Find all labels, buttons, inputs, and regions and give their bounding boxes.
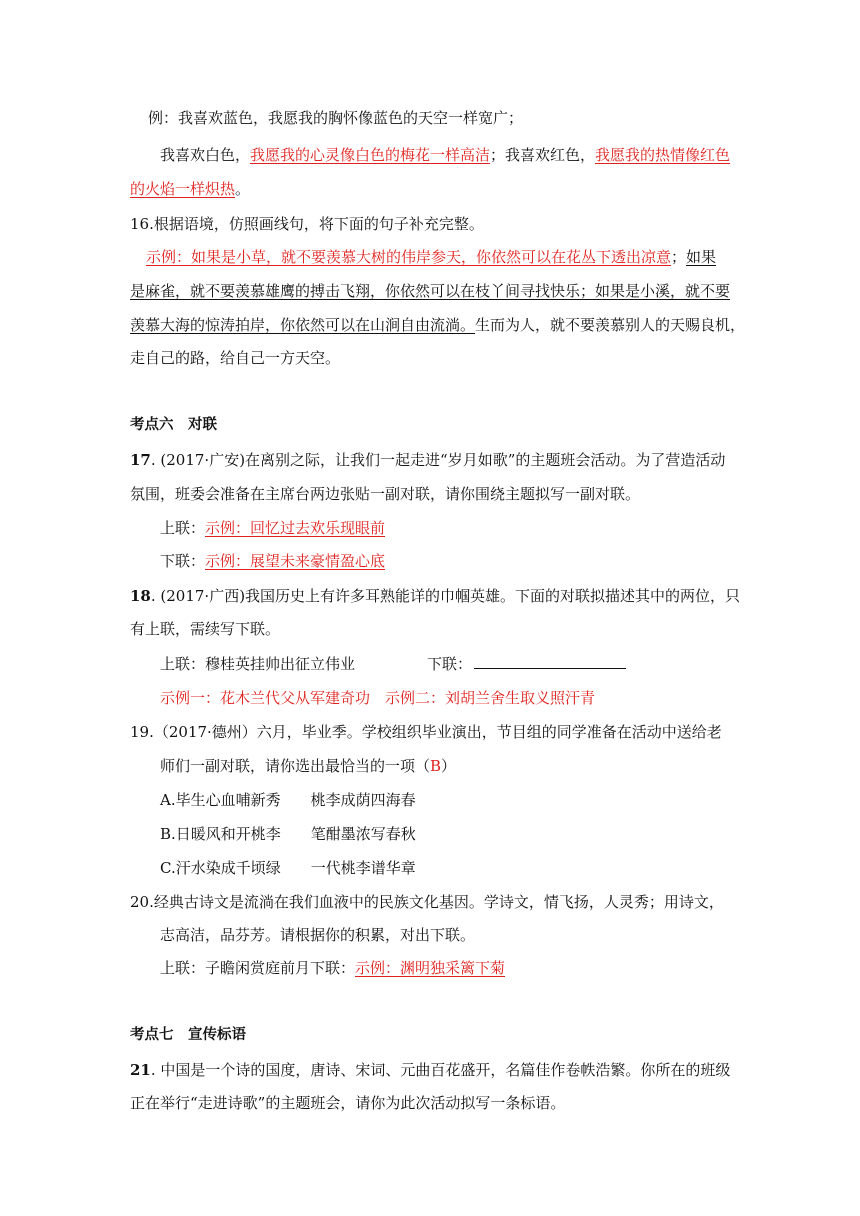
q19-text: ） xyxy=(441,757,457,775)
q19-line-1: 19.（2017·德州）六月，毕业季。学校组织毕业演出，节目组的同学准备在活动中送给老 xyxy=(130,723,722,741)
q18-upper-couplet: 上联：穆桂英挂帅出征立伟业 xyxy=(160,655,356,673)
q19-option-a: A.毕生心血哺新秀 桃李成荫四海春 xyxy=(160,791,416,809)
q16-line-4: 走自己的路，给自己一方天空。 xyxy=(130,349,341,367)
q18-answer: 示例一：花木兰代父从军建奇功 示例二：刘胡兰舍生取义照汗青 xyxy=(160,689,596,707)
couplet-answer: 示例：展望未来豪情盈心底 xyxy=(205,552,386,570)
q19-line-2 xyxy=(160,756,456,776)
q17-line-2: 氛围，班委会准备在主席台两边张贴一副对联，请你围绕主题拟写一副对联。 xyxy=(130,485,641,503)
q19-option-c: C.汗水染成千顷绿 一代桃李谱华章 xyxy=(160,859,416,877)
q16-stem: 16.根据语境，仿照画线句，将下面的句子补充完整。 xyxy=(130,215,484,233)
q16-line-1 xyxy=(146,247,716,267)
q16-underlined: 如果 xyxy=(686,248,717,266)
q20-line-2: 志高洁，品芬芳。请根据你的积累，对出下联。 xyxy=(160,926,476,944)
q21-number: 21 xyxy=(130,1061,151,1079)
answer-text: 我喜欢白色， xyxy=(160,146,251,164)
q18-lower-couplet xyxy=(427,654,626,674)
q18-line-1 xyxy=(130,586,740,606)
q21-line-2: 正在举行“走进诗歌”的主题班会，请你为此次活动拟写一条标语。 xyxy=(130,1094,566,1112)
couplet-label: 下联： xyxy=(160,552,206,570)
q20-text: 上联：子瞻闲赏庭前月下联： xyxy=(160,959,356,977)
couplet-label: 下联： xyxy=(427,655,473,673)
q20-answer: 示例：渊明独采篱下菊 xyxy=(355,959,506,977)
example-line: 例：我喜欢蓝色，我愿我的胸怀像蓝色的天空一样宽广； xyxy=(148,109,524,127)
q17-text: . (2017·广安)在离别之际，让我们一起走进“岁月如歌”的主题班会活动。为了营造活动 xyxy=(150,451,726,469)
couplet-answer: 示例：回忆过去欢乐现眼前 xyxy=(205,519,386,537)
q20-line-3 xyxy=(160,958,505,978)
q21-text: . 中国是一个诗的国度，唐诗、宋词、元曲百花盛开，名篇佳作卷帙浩繁。你所在的班级 xyxy=(150,1061,731,1079)
q16-answer-red: 示例：如果是小草，就不要羡慕大树的伟岸参天，你依然可以在花丛下透出凉意 xyxy=(146,248,672,266)
q16-line-2: 是麻雀，就不要羡慕雄鹰的搏击飞翔，你依然可以在枝丫间寻找快乐；如果是小溪，就不要 xyxy=(130,282,731,300)
answer-text: 。 xyxy=(235,180,251,198)
q18-line-2: 有上联，需续写下联。 xyxy=(130,620,281,638)
answer-red-underlined: 的火焰一样炽热 xyxy=(130,180,236,198)
q19-answer: B xyxy=(430,757,442,775)
q20-line-1: 20.经典古诗文是流淌在我们血液中的民族文化基因。学诗文，情飞扬，人灵秀；用诗文， xyxy=(130,893,724,911)
answer-red-underlined: 我愿我的心灵像白色的梅花一样高洁 xyxy=(250,146,491,164)
q16-underlined: 羡慕大海的惊涛拍岸，你依然可以在山涧自由流淌。 xyxy=(130,316,476,334)
q19-option-b: B.日暖风和开桃李 笔酣墨浓写春秋 xyxy=(160,825,416,843)
q21-line-1 xyxy=(130,1060,730,1080)
q16-line-3 xyxy=(130,315,745,335)
section-heading-slogan: 考点七 宣传标语 xyxy=(130,1027,246,1043)
q17-number: 17 xyxy=(130,451,151,469)
answer-red-underlined: 我愿我的热情像红色 xyxy=(595,146,731,164)
q19-text: 师们一副对联，请你选出最恰当的一项（ xyxy=(160,757,431,775)
q18-text: . (2017·广西)我国历史上有许多耳熟能详的巾帼英雄。下面的对联拟描述其中的两位，只 xyxy=(150,587,741,605)
q17-lower-couplet xyxy=(160,551,385,571)
q18-number: 18 xyxy=(130,587,151,605)
q17-upper-couplet xyxy=(160,518,385,538)
section-heading-couplet: 考点六 对联 xyxy=(130,417,217,433)
answer-blank xyxy=(474,654,626,669)
answer-text: ；我喜欢红色， xyxy=(490,146,596,164)
q17-line-1 xyxy=(130,450,725,470)
example-answer-line-1 xyxy=(160,145,730,165)
q16-text: 生而为人，就不要羡慕别人的天赐良机， xyxy=(475,316,746,334)
example-answer-line-2 xyxy=(130,179,250,199)
q16-text: ； xyxy=(671,248,687,266)
couplet-label: 上联： xyxy=(160,519,206,537)
